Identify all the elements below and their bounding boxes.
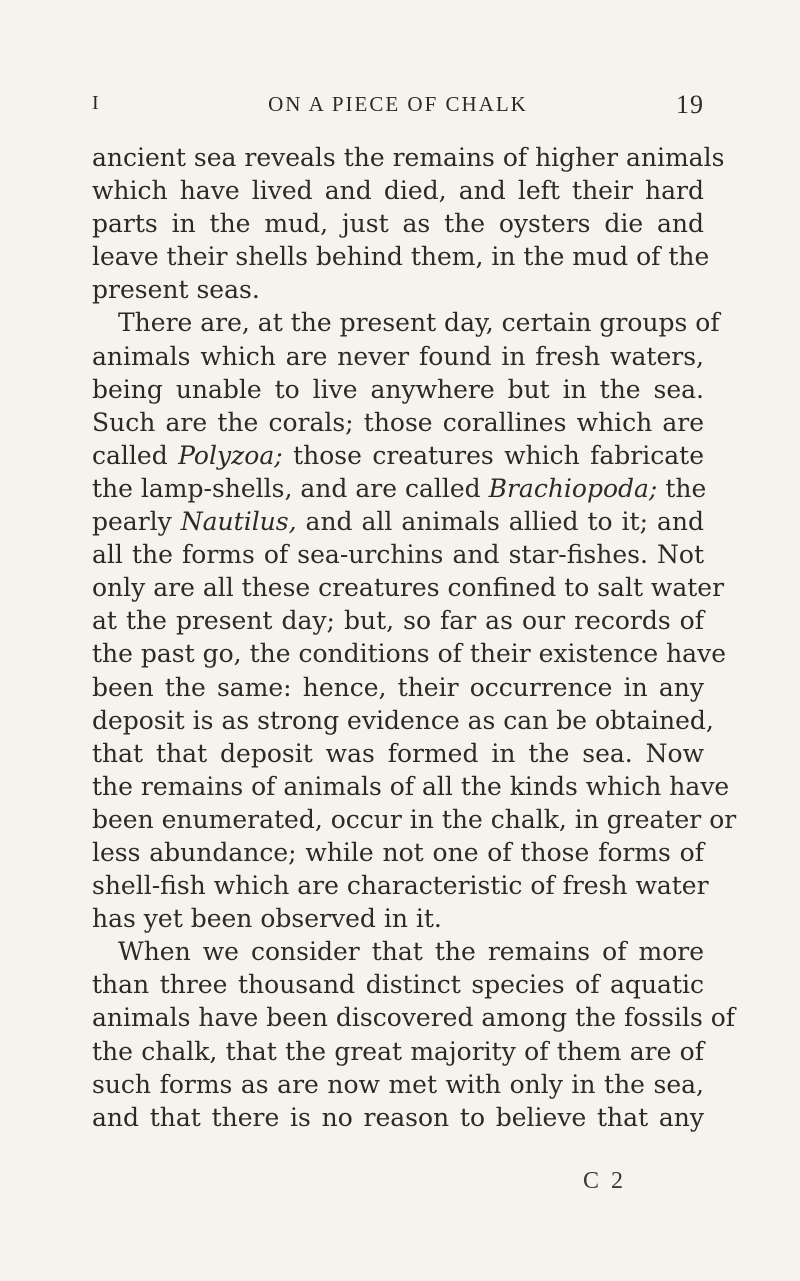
text-line: animals which are never found in fresh waters, (92, 341, 704, 371)
text-line: than three thousand distinct species of aquatic (92, 970, 704, 1000)
text-line: shell-fish which are characteristic of fresh water (92, 871, 709, 901)
text-line-mixed (92, 472, 707, 505)
text-line: and that there is no reason to believe that any (92, 1102, 704, 1132)
italic-term: Polyzoa; (178, 440, 283, 470)
text-line: that that deposit was formed in the sea. Now (92, 738, 704, 768)
text-line: at the present day; but, so far as our records of (92, 606, 704, 636)
chapter-number: I (92, 92, 100, 114)
signature-mark: C 2 (583, 1168, 627, 1194)
text-run: those creatures which fabricate (293, 440, 704, 470)
text-line: the chalk, that the great majority of them are of (92, 1036, 704, 1066)
text-line: the past go, the conditions of their existence have (92, 639, 726, 669)
text-line: the remains of animals of all the kinds which have (92, 771, 730, 801)
text-line: There are, at the present day, certain groups of (118, 308, 720, 338)
text-run: called (92, 440, 168, 470)
text-line: When we consider that the remains of more (118, 937, 704, 967)
text-line: has yet been observed in it. (92, 904, 442, 934)
text-line: parts in the mud, just as the oysters die and (92, 209, 704, 239)
text-run: and all animals allied to it; and (305, 507, 704, 537)
page-number: 19 (676, 90, 704, 119)
running-head (92, 92, 704, 126)
text-line: Such are the corals; those corallines which are (92, 407, 704, 437)
text-line: present seas. (92, 275, 260, 305)
text-run: the lamp-shells, and are called (92, 473, 481, 503)
text-line: being unable to live anywhere but in the sea. (92, 374, 704, 404)
italic-term: Brachiopoda; (488, 473, 658, 503)
text-run: the (665, 473, 707, 503)
text-line-mixed (92, 505, 704, 538)
running-title: ON A PIECE OF CHALK (268, 92, 528, 116)
text-line: all the forms of sea-urchins and star-fishes. Not (92, 540, 704, 570)
text-line: leave their shells behind them, in the mud of the (92, 242, 710, 272)
text-line: less abundance; while not one of those forms of (92, 837, 704, 867)
text-line: been the same: hence, their occurrence in any (92, 672, 704, 702)
body-text (92, 141, 737, 1134)
italic-term: Nautilus, (180, 507, 297, 537)
text-line-mixed (92, 439, 704, 472)
text-line: deposit is as strong evidence as can be obtained, (92, 705, 714, 735)
text-line: such forms as are now met with only in the sea, (92, 1069, 704, 1099)
text-line: only are all these creatures confined to salt water (92, 573, 725, 603)
text-line: animals have been discovered among the fossils of (92, 1003, 736, 1033)
text-line: been enumerated, occur in the chalk, in greater or (92, 804, 737, 834)
text-line: which have lived and died, and left their hard (92, 176, 704, 206)
text-line: ancient sea reveals the remains of higher animals (92, 143, 725, 172)
text-run: pearly (92, 507, 172, 537)
